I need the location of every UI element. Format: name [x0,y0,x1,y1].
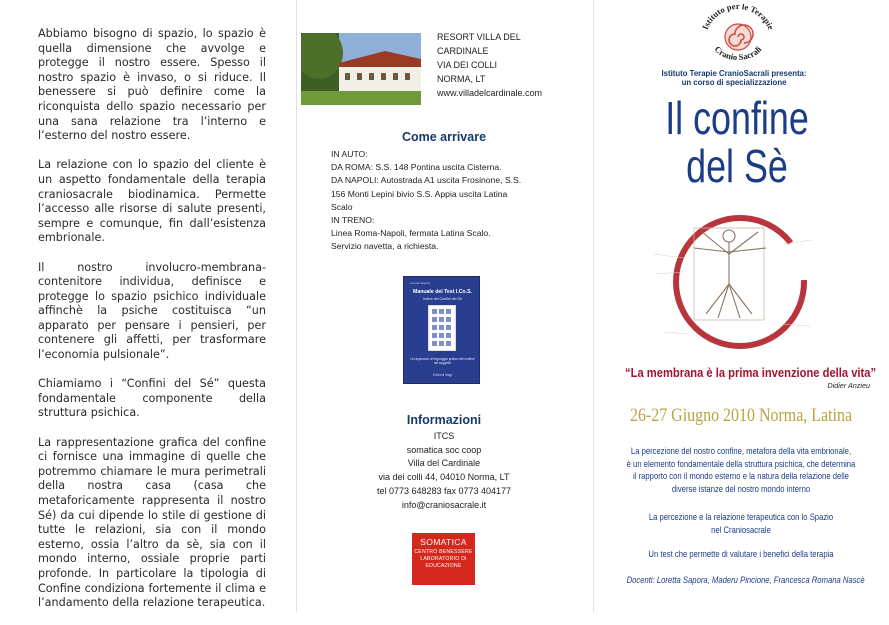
spiral-icon [725,24,753,50]
body-paragraph-1: Abbiamo bisogno di spazio, lo spazio è quella dimensione che avvolge e protegge il nostro essere. Spesso il nostro spazio è invaso, o si riduce. Il benessere si può definire come la riconquista dello spazio necessario per una sana relazione tra l’interno e l’esterno del nostro essere. [38,27,266,143]
info-line: Villa del Cardinale [407,458,481,469]
course-description [627,446,856,496]
test-text: Un test che permette di valutare i benefici della terapia [648,549,834,560]
venue-website-link[interactable]: www.villadelcardinale.com [437,88,543,98]
directions-line: IN TRENO: [331,215,375,226]
directions-line: 156 Monti Lepini bivio S.S. Appia uscita Latina [331,188,508,199]
directions-text [331,148,555,254]
venue-address [437,30,542,100]
venue-line: CARDINALE [437,46,489,56]
description-line: diverse istanze del nostro mondo interno [671,483,811,495]
info-line: via dei colli 44, 04010 Norma, LT [378,472,510,483]
book-title: Manuale del Test I.Co.S. [413,289,472,295]
institute-logo [693,4,783,68]
book-cover [403,276,480,384]
somatica-subtitle [412,549,475,570]
relation-line: La percezione e la relazione terapeutica con lo Spazio [648,512,834,523]
information-block [344,430,544,512]
body-paragraph-2: La relazione con lo spazio del cliente è un aspetto fondamentale della terapia craniosacrale biodinamica. Permette l’accesso alle risorse di salute presenti, sempre e comunque, fin dall’esistenza embrionale. [38,158,266,245]
course-title-line-2: del Sè [686,140,788,192]
teachers-line: Docenti: Loretta Sapora, Maderu Pincione, Francesca Romana Nascè [626,575,865,586]
info-email-link[interactable]: info@craniosacrale.it [401,499,487,510]
somatica-line: LABORATORIO DI [420,555,467,562]
description-line: il rapporto con il mondo esterno e la natura della relazione delle [633,471,849,483]
logo-arc-text-top: Istituto per le Terapie [699,4,777,32]
vitruvian-man-illustration [644,214,822,354]
book-grid-image [428,305,456,351]
directions-line: DA ROMA: S.S. 148 Pontina uscita Cisterna. [331,162,502,173]
directions-line: DA NAPOLI: Autostrada A1 uscita Frosinone, S.S. [331,175,522,186]
somatica-line: CENTRO BENESSERE [414,549,473,555]
logo-arc-text-bottom: Cranio Sacrali [712,43,764,63]
info-line: somatica soc coop [406,444,482,455]
relation-text [627,512,856,537]
book-publisher: Edizioni Magi [433,373,452,377]
venue-line: VIA DEI COLLI [437,60,498,70]
directions-line: Linea Roma-Napoli, fermata Latina Scalo. [331,228,491,239]
description-line: è un elemento fondamentale della struttura psichica, che determina [626,458,856,470]
book-subtitle: Indice dei Confini del Sé [423,297,462,301]
fold-line-left [296,0,297,612]
quote-text: “La membrana è la prima invenzione della vita” [625,365,877,380]
description-line: La percezione del nostro confine, metafora della vita embrionale, [630,446,852,457]
fold-line-right [593,0,594,612]
course-title [635,94,839,190]
info-line: ITCS [433,431,455,441]
information-heading: Informazioni [406,413,482,427]
directions-heading: Come arrivare [401,130,487,144]
body-paragraph-3: Il nostro involucro-membrana-contenitore individua, definisce e protegge lo spazio psichico individuale affinchè la psiche costituisca “un apparato per pensare i pensieri, per contenere gli affetti, per trasformare l’economia pulsionale”. [38,260,266,362]
villa-photo [301,33,421,105]
institute-presents [628,69,840,88]
somatica-name: SOMATICA [420,537,467,547]
course-date: 26-27 Giugno 2010 Norma, Latina [629,405,853,426]
institute-line: un corso di specializzazione [681,78,787,88]
book-blurb: Un approccio al linguaggio grafico del confine del soggetto [410,357,475,365]
venue-line: NORMA, LT [437,74,486,84]
relation-line: nel Craniosacrale [711,524,771,536]
book-author: Loretta Sapora [410,281,430,285]
directions-line: IN AUTO: [331,149,368,159]
directions-line: Scalo [331,201,353,212]
course-title-line-1: Il confine [665,92,809,144]
body-paragraph-4: Chiamiamo i “Confini del Sé” questa fondamentale componente della struttura psichica. [38,377,266,420]
directions-line: Servizio navetta, a richiesta. [331,241,439,252]
info-line: tel 0773 648283 fax 0773 404177 [376,485,512,496]
quote-author: Didier Anzieu [827,381,870,390]
institute-line: Istituto Terapie CranioSacrali presenta: [661,69,807,78]
somatica-logo [412,533,475,585]
body-paragraph-5: La rappresentazione grafica del confine ci fornisce una immagine di quelle che potremmo chiamare le mura perimetrali della nostra casa (casa che metaforicamente rappresenta il nostro Sé) da cui dipende lo stile di gestione di tutte le relazioni, sia con il mondo esterno, ossia l’altro da sè, sia con il mondo interno, ossiale proprie parti profonde. In particolare la tipologia di Confine condiziona fortemente il clima e l’andamento della relazione terapeutica. [38,435,266,610]
venue-line: RESORT VILLA DEL [437,32,521,42]
somatica-line: EDUCAZIONE [425,562,462,569]
left-column-text [38,27,266,625]
